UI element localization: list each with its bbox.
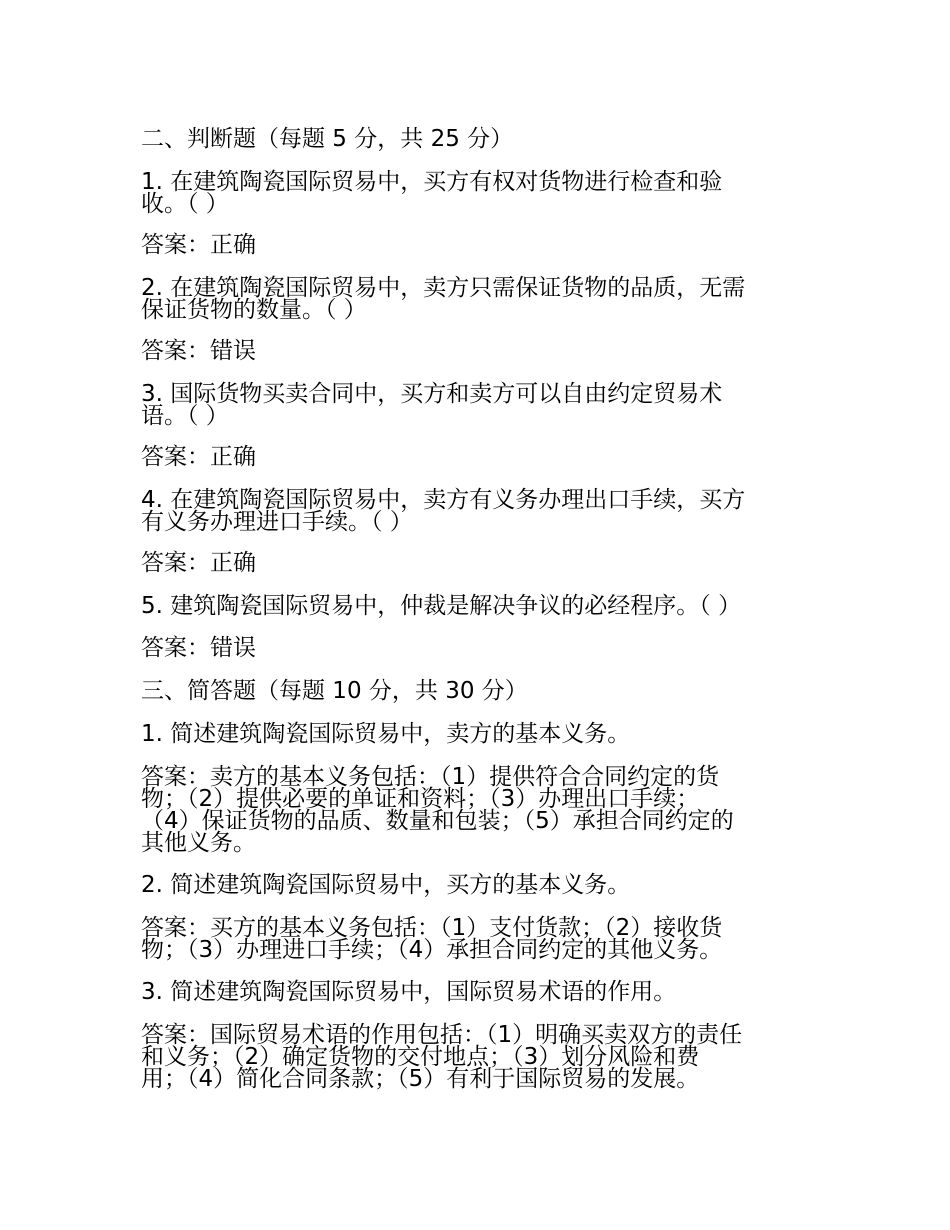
- answer-line: 答案：买方的基本义务包括：（1）支付货款；（2）接收货: [141, 915, 723, 941]
- question-line: 5. 建筑陶瓷国际贸易中，仲裁是解决争议的必经程序。（ ）: [141, 593, 742, 619]
- answer-line: （4）保证货物的品质、数量和包装；（5）承担合同约定的: [141, 808, 734, 834]
- short-answer-3: [141, 1024, 806, 1090]
- document-page: [141, 128, 806, 1090]
- answer: 答案：正确: [141, 232, 256, 258]
- question-1: [141, 171, 806, 215]
- question-line: 2. 在建筑陶瓷国际贸易中，卖方只需保证货物的品质，无需: [141, 275, 746, 301]
- short-question-3: 3. 简述建筑陶瓷国际贸易中，国际贸易术语的作用。: [141, 979, 677, 1005]
- question-line: 保证货物的数量。（ ）: [141, 297, 367, 323]
- short-question-1: 1. 简述建筑陶瓷国际贸易中，卖方的基本义务。: [141, 721, 631, 747]
- question-4: [141, 489, 806, 533]
- answer: 答案：正确: [141, 444, 256, 470]
- answer: 答案：错误: [141, 635, 256, 661]
- section-heading-short-answer: 三、简答题（每题 10 分，共 30 分）: [141, 678, 528, 704]
- section-heading-true-false: 二、判断题（每题 5 分，共 25 分）: [141, 126, 514, 152]
- question-2: [141, 277, 806, 321]
- question-line: 收。（ ）: [141, 191, 229, 217]
- answer-line: 物；（2）提供必要的单证和资料；（3）办理出口手续；: [141, 786, 700, 812]
- short-answer-2: [141, 917, 806, 961]
- answer: 答案：正确: [141, 550, 256, 576]
- question-line: 4. 在建筑陶瓷国际贸易中，卖方有义务办理出口手续，买方: [141, 487, 746, 513]
- question-5: [141, 595, 806, 617]
- question-line: 语。（ ）: [141, 403, 229, 429]
- question-line: 3. 国际货物买卖合同中，买方和卖方可以自由约定贸易术: [141, 381, 723, 407]
- answer: 答案：错误: [141, 338, 256, 364]
- question-3: [141, 383, 806, 427]
- short-question-2: 2. 简述建筑陶瓷国际贸易中，买方的基本义务。: [141, 872, 631, 898]
- answer-line: 物；（3）办理进口手续；（4）承担合同约定的其他义务。: [141, 937, 723, 963]
- question-line: 1. 在建筑陶瓷国际贸易中，买方有权对货物进行检查和验: [141, 169, 723, 195]
- question-line: 有义务办理进口手续。（ ）: [141, 509, 413, 535]
- answer-line: 和义务；（2）确定货物的交付地点；（3）划分风险和费: [141, 1044, 700, 1070]
- answer-line: 答案：卖方的基本义务包括：（1）提供符合合同约定的货: [141, 764, 720, 790]
- answer-line: 答案：国际贸易术语的作用包括：（1）明确买卖双方的责任: [141, 1022, 743, 1048]
- short-answer-1: [141, 766, 806, 854]
- answer-line: 用；（4）简化合同条款；（5）有利于国际贸易的发展。: [141, 1066, 700, 1092]
- answer-line: 其他义务。: [141, 830, 256, 856]
